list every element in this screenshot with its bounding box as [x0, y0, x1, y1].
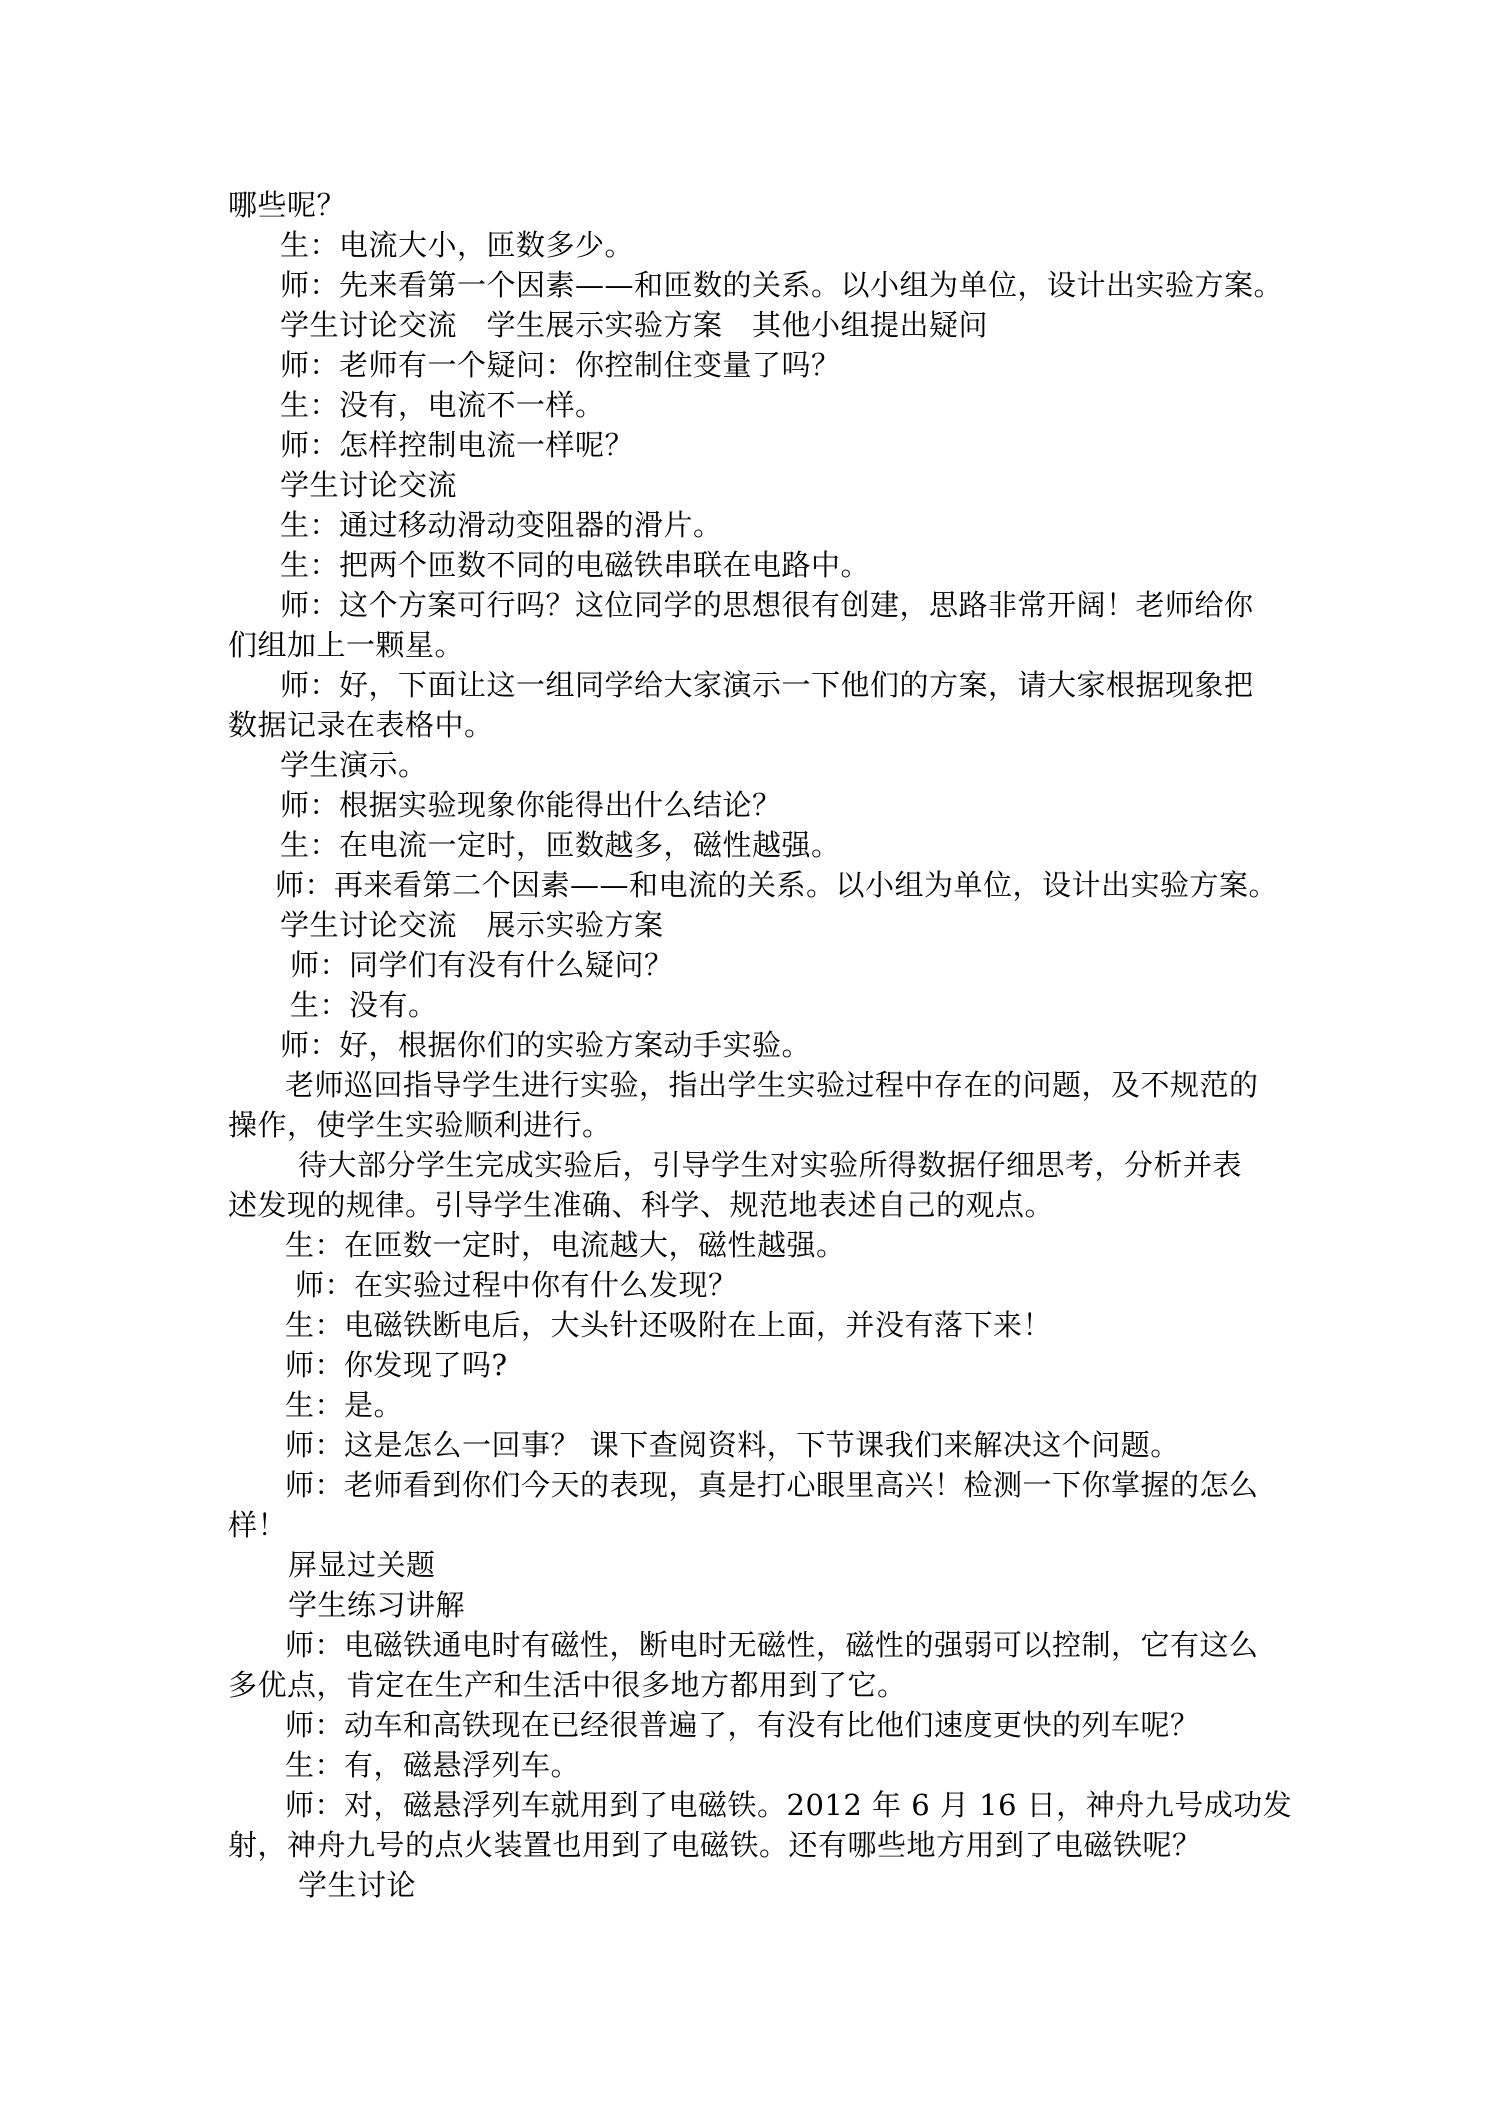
text-line: 学生练习讲解	[288, 1588, 466, 1622]
text-line: 师：在实验过程中你有什么发现？	[295, 1268, 738, 1302]
text-line: 师：老师看到你们今天的表现，真是打心眼里高兴！检测一下你掌握的怎么	[285, 1468, 1259, 1502]
text-line: 师：再来看第二个因素——和电流的关系。以小组为单位，设计出实验方案。	[275, 868, 1279, 902]
text-line: 生：是。	[285, 1388, 404, 1422]
text-line: 学生讨论交流	[280, 468, 458, 502]
text-line: 师：好，根据你们的实验方案动手实验。	[280, 1028, 812, 1062]
text-line: 生：通过移动滑动变阻器的滑片。	[280, 508, 723, 542]
text-line: 师：好，下面让这一组同学给大家演示一下他们的方案，请大家根据现象把	[280, 668, 1254, 702]
text-line: 师：对，磁悬浮列车就用到了电磁铁。2012 年 6 月 16 日，神舟九号成功发	[285, 1788, 1293, 1822]
text-line: 生：没有，电流不一样。	[280, 388, 605, 422]
text-line: 师：同学们有没有什么疑问？	[290, 948, 674, 982]
text-line: 待大部分学生完成实验后，引导学生对实验所得数据仔细思考，分析并表	[298, 1148, 1243, 1182]
text-line: 学生演示。	[280, 748, 428, 782]
text-line: 屏显过关题	[288, 1548, 436, 1582]
text-line: 生：在匝数一定时，电流越大，磁性越强。	[285, 1228, 846, 1262]
text-line: 学生讨论	[298, 1868, 417, 1902]
text-line: 生：把两个匝数不同的电磁铁串联在电路中。	[280, 548, 871, 582]
text-line: 生：在电流一定时，匝数越多，磁性越强。	[280, 828, 841, 862]
text-line: 师：怎样控制电流一样呢？	[280, 428, 635, 462]
text-line: 老师巡回指导学生进行实验，指出学生实验过程中存在的问题，及不规范的	[285, 1068, 1259, 1102]
text-line: 哪些呢？	[228, 188, 347, 222]
text-line: 多优点，肯定在生产和生活中很多地方都用到了它。	[228, 1668, 907, 1702]
text-line: 们组加上一颗星。	[228, 628, 465, 662]
text-line: 操作，使学生实验顺利进行。	[228, 1108, 612, 1142]
text-line: 样！	[228, 1508, 288, 1542]
text-line: 学生讨论交流 学生展示实验方案 其他小组提出疑问	[280, 308, 989, 342]
text-line: 述发现的规律。引导学生准确、科学、规范地表述自己的观点。	[228, 1188, 1055, 1222]
text-line: 师：这个方案可行吗？这位同学的思想很有创建，思路非常开阔！老师给你	[280, 588, 1254, 622]
text-line: 师：老师有一个疑问：你控制住变量了吗？	[280, 348, 841, 382]
text-line: 师：电磁铁通电时有磁性，断电时无磁性，磁性的强弱可以控制，它有这么	[285, 1628, 1259, 1662]
text-line: 生：电流大小，匝数多少。	[280, 228, 635, 262]
text-line: 师：根据实验现象你能得出什么结论？	[280, 788, 782, 822]
text-line: 生：没有。	[290, 988, 438, 1022]
text-line: 数据记录在表格中。	[228, 708, 494, 742]
text-line: 师：动车和高铁现在已经很普遍了，有没有比他们速度更快的列车呢？	[285, 1708, 1200, 1742]
text-line: 射，神舟九号的点火装置也用到了电磁铁。还有哪些地方用到了电磁铁呢？	[228, 1828, 1202, 1862]
text-line: 师：这是怎么一回事？ 课下查阅资料，下节课我们来解决这个问题。	[285, 1428, 1180, 1462]
text-line: 生：有，磁悬浮列车。	[285, 1748, 581, 1782]
text-line: 师：你发现了吗?	[285, 1348, 508, 1382]
text-line: 生：电磁铁断电后，大头针还吸附在上面，并没有落下来！	[285, 1308, 1053, 1342]
text-line: 师：先来看第一个因素——和匝数的关系。以小组为单位，设计出实验方案。	[280, 268, 1284, 302]
text-line: 学生讨论交流 展示实验方案	[280, 908, 664, 942]
